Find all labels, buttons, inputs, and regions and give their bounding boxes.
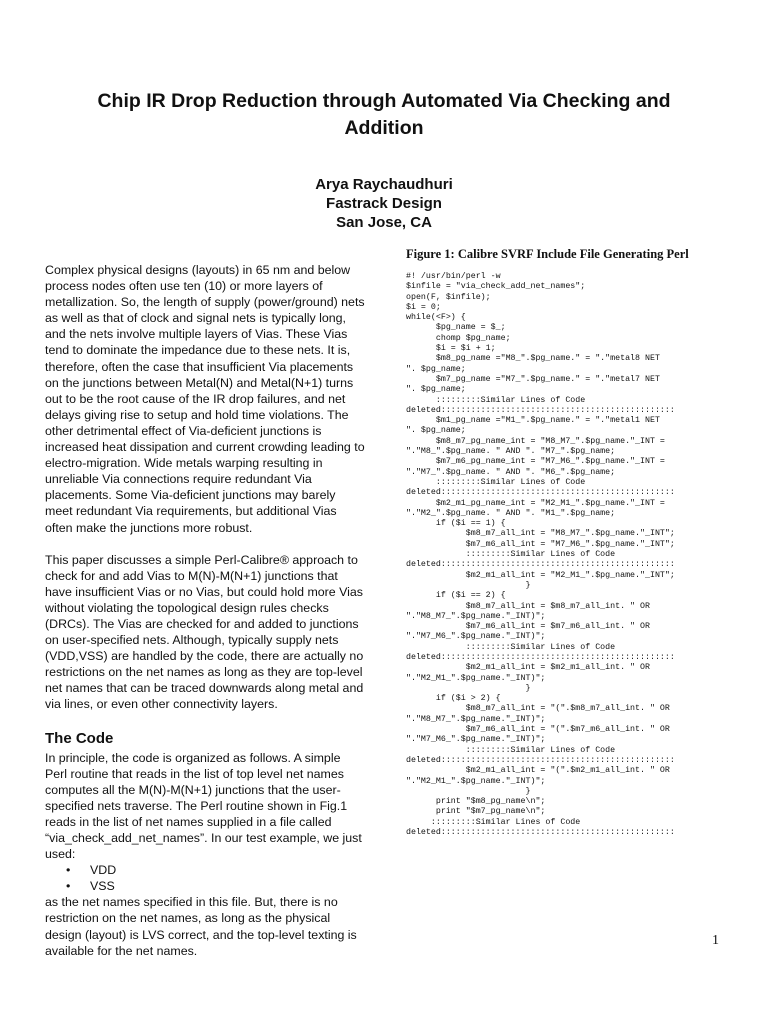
code-line: $m1_pg_name ="M1_".$pg_name." = "."metal1 NET <box>406 416 660 426</box>
net-name-list <box>45 862 365 894</box>
code-line: deleted::::::::::::::::::::::::::::::::::::::::::::::: <box>406 405 675 415</box>
code-line: "."M2_M1_".$pg_name."_INT)"; <box>406 776 546 786</box>
code-line: $m2_m1_all_int = $m2_m1_all_int. " OR <box>406 663 650 673</box>
code-line: $infile = "via_check_add_net_names"; <box>406 282 586 292</box>
code-line: $pg_name = $_; <box>406 323 506 333</box>
code-line: $i = 0; <box>406 302 441 312</box>
author-block <box>60 175 708 232</box>
code-line: deleted::::::::::::::::::::::::::::::::::::::::::::::: <box>406 652 675 662</box>
code-line: chomp $pg_name; <box>406 333 511 343</box>
code-line: :::::::::Similar Lines of Code <box>406 642 616 652</box>
code-line: if ($i == 1) { <box>406 519 506 529</box>
code-line: "."M8_M7_".$pg_name."_INT)"; <box>406 611 546 621</box>
code-line: $i = $i + 1; <box>406 344 496 354</box>
page-number: 1 <box>712 933 719 948</box>
paragraph-intro: Complex physical designs (layouts) in 65 nm and below process nodes often use ten (10) or more layers of metallization. So, the length of supply (power/ground) nets as well as that of clock and signal nets is typically long, and the nets involve multiple layers of Vias. These Vias tend to dominate the impedance due to these nets. It is, therefore, often the case that insufficient Via placements on the junctions between Metal(N) and Metal(N+1) turns out to be the root cause of the IR drop failures, and net delays giving rise to setup and hold time violations. The other detrimental effect of Via-deficient junctions is increased heat dissipation and current crowding leading to electro-migration. Wide metals warping resulting in unreliable Via connections require redundant Via placements. Some Via-deficient junctions may barely meet redundant Via requirements, but additional Vias often make the junctions more robust. <box>45 263 365 535</box>
code-line: $m2_m1_all_int = "(".$m2_m1_all_int. " OR <box>406 766 670 776</box>
code-line: :::::::::Similar Lines of Code <box>406 395 586 405</box>
code-line: deleted::::::::::::::::::::::::::::::::::::::::::::::: <box>406 828 675 838</box>
list-item: • VDD <box>90 862 365 878</box>
list-item: • VSS <box>90 878 365 894</box>
figure-caption: Figure 1: Calibre SVRF Include File Generating Perl <box>406 247 689 261</box>
code-line: ". $pg_name; <box>406 364 466 374</box>
code-line: "."M7_M6_".$pg_name."_INT)"; <box>406 632 546 642</box>
code-line: if ($i == 2) { <box>406 591 506 601</box>
paragraph-approach: This paper discusses a simple Perl-Calibre® approach to check for and add Vias to M(N)-M(N+1) junctions that have insufficient Vias or no Vias, but could hold more Vias without violating the topological design rules checks (DRCs). The Vias are checked for and added to junctions on user-specified nets. Although, typically supply nets (VDD,VSS) are handled by the code, there are actually no restrictions on the net names as long as they are top-level net names that can be traced downwards along metal and via lines, or even other connectivity layers. <box>45 552 364 712</box>
code-line: $m7_m6_all_int = "M7_M6_".$pg_name."_INT"; <box>406 539 675 549</box>
perl-code-listing <box>406 272 736 838</box>
code-line: $m2_m1_all_int = "M2_M1_".$pg_name."_INT"; <box>406 570 675 580</box>
code-line: } <box>406 683 531 693</box>
code-line: deleted::::::::::::::::::::::::::::::::::::::::::::::: <box>406 560 675 570</box>
code-line: "."M8_".$pg_name. " AND ". "M7_".$pg_name; <box>406 447 616 457</box>
code-line: $m7_m6_pg_name_int = "M7_M6_".$pg_name."_INT = <box>406 457 665 467</box>
code-line: ". $pg_name; <box>406 385 466 395</box>
code-line: "."M7_M6_".$pg_name."_INT)"; <box>406 735 546 745</box>
paper-title: Chip IR Drop Reduction through Automated Via Checking and Addition <box>97 90 671 139</box>
code-line: $m8_m7_all_int = "(".$m8_m7_all_int. " OR <box>406 704 670 714</box>
code-line: $m7_m6_all_int = "(".$m7_m6_all_int. " OR <box>406 725 670 735</box>
code-line: deleted::::::::::::::::::::::::::::::::::::::::::::::: <box>406 488 675 498</box>
author-location: San Jose, CA <box>336 214 432 231</box>
code-line: #! /usr/bin/perl -w <box>406 272 501 281</box>
code-line: } <box>406 580 531 590</box>
code-line: $m8_m7_all_int = "M8_M7_".$pg_name."_INT"; <box>406 529 675 539</box>
code-line: $m8_m7_all_int = $m8_m7_all_int. " OR <box>406 601 650 611</box>
code-line: :::::::::Similar Lines of Code <box>406 477 586 487</box>
code-line: $m7_pg_name ="M7_".$pg_name." = "."metal7 NET <box>406 374 660 384</box>
code-line: "."M2_M1_".$pg_name."_INT)"; <box>406 673 546 683</box>
code-line: } <box>406 786 531 796</box>
code-line: while(<F>) { <box>406 313 466 323</box>
code-line: if ($i > 2) { <box>406 694 501 704</box>
paragraph-net-names: as the net names specified in this file. But, there is no restriction on the net names, as long as the physical design (layout) is LVS correct, and the top-level texting is available for the net names. <box>45 895 357 958</box>
code-line: deleted::::::::::::::::::::::::::::::::::::::::::::::: <box>406 755 675 765</box>
code-line: "."M2_".$pg_name. " AND ". "M1_".$pg_name; <box>406 508 616 518</box>
author-affiliation: Fastrack Design <box>326 195 442 212</box>
code-line: $m8_m7_pg_name_int = "M8_M7_".$pg_name."_INT = <box>406 436 665 446</box>
code-line: :::::::::Similar Lines of Code <box>406 745 616 755</box>
code-line: "."M8_M7_".$pg_name."_INT)"; <box>406 714 546 724</box>
author-name: Arya Raychaudhuri <box>315 176 453 193</box>
code-line: print "$m8_pg_name\n"; <box>406 797 546 807</box>
code-line: $m7_m6_all_int = $m7_m6_all_int. " OR <box>406 622 650 632</box>
code-line: $m8_pg_name ="M8_".$pg_name." = "."metal8 NET <box>406 354 660 364</box>
code-line: print "$m7_pg_name\n"; <box>406 807 546 817</box>
code-line: open(F, $infile); <box>406 292 491 302</box>
code-line: $m2_m1_pg_name_int = "M2_M1_".$pg_name."_INT = <box>406 498 665 508</box>
section-heading-the-code: The Code <box>45 729 114 747</box>
paragraph-code-overview: In principle, the code is organized as follows. A simple Perl routine that reads in the list of top level net names computes all the M(N)-M(N+1) junctions that the user-specified nets traverse. The Perl routine shown in Fig.1 reads in the list of net names supplied in a file called “via_check_add_net_names”. In our test example, we just used: <box>45 750 362 862</box>
code-line: ". $pg_name; <box>406 426 466 436</box>
left-column <box>45 262 365 959</box>
code-line: "."M7_".$pg_name. " AND ". "M6_".$pg_name; <box>406 467 616 477</box>
code-line: :::::::::Similar Lines of Code <box>406 550 616 560</box>
code-line: :::::::::Similar Lines of Code <box>406 817 581 827</box>
figure-1 <box>406 246 736 838</box>
